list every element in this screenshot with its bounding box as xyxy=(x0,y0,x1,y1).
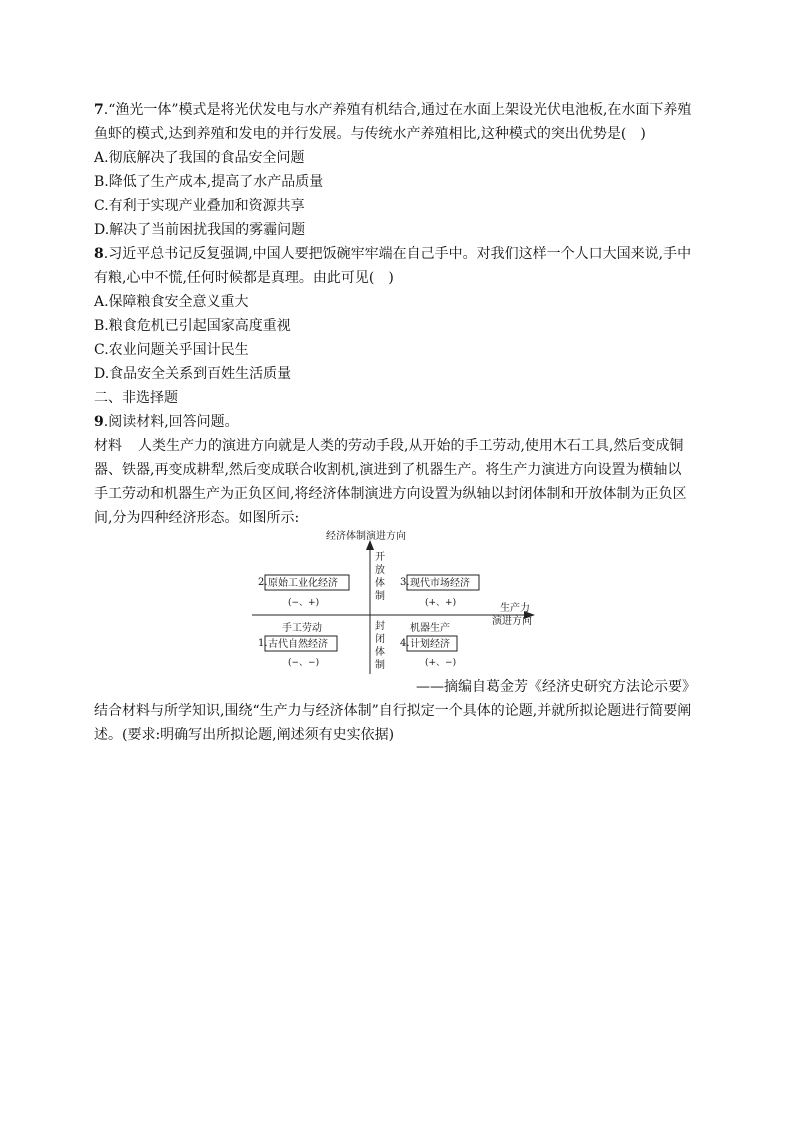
open-label-4: 制 xyxy=(375,591,385,602)
q8-option-c: C.农业问题关乎国计民生 xyxy=(94,342,249,358)
q7-number: 7 xyxy=(94,102,104,118)
quadrant4-name: 计划经济 xyxy=(410,639,450,650)
quadrant3-sign: (+、+) xyxy=(425,598,457,608)
citation: ——摘编自葛金芳《经济史研究方法论示要》 xyxy=(416,679,696,695)
open-label-2: 放 xyxy=(375,565,385,576)
q8-option-b: B.粮食危机已引起国家高度重视 xyxy=(94,318,291,334)
q9-material-line4: 间,分为四种经济形态。如图所示: xyxy=(94,510,300,526)
worksheet-page xyxy=(94,98,700,747)
quadrant3-number: 3. xyxy=(400,577,410,588)
quadrant1-number: 1. xyxy=(258,638,268,649)
closed-label-3: 体 xyxy=(375,647,385,658)
quadrant2-sign: (−、+) xyxy=(288,598,320,608)
q8-stem-text1: .习近平总书记反复强调,中国人要把饭碗牢牢端在自己手中。对我们这样一个人口大国来说,手中 xyxy=(103,246,692,262)
q9-task-line1: 结合材料与所学知识,围绕“生产力与经济体制”自行拟定一个具体的论题,并就所拟论题进行简要阐 xyxy=(94,703,692,719)
x-axis-title-line1: 生产力 xyxy=(500,603,530,614)
q9-intro-line xyxy=(94,410,700,434)
manual-labor-label: 手工劳动 xyxy=(282,623,322,634)
q7-option-d: D.解决了当前困扰我国的雾霾问题 xyxy=(94,222,306,238)
q8-option-a: A.保障粮食安全意义重大 xyxy=(94,294,249,310)
quadrant2-number: 2. xyxy=(258,577,268,588)
q9-task-line2: 述。(要求:明确写出所拟论题,阐述须有史实依据) xyxy=(94,727,395,743)
closed-label-2: 闭 xyxy=(375,634,385,645)
q8-stem-line1 xyxy=(94,242,700,266)
open-label-1: 开 xyxy=(375,552,385,563)
q8-stem-line2: 有粮,心中不慌,任何时候都是真理。由此可见( ) xyxy=(94,270,394,286)
quadrant4-number: 4. xyxy=(400,638,410,649)
q7-stem-text1: .“渔光一体”模式是将光伏发电与水产养殖有机结合,通过在水面上架设光伏电池板,在水面下养殖 xyxy=(103,102,692,118)
q9-material-line1 xyxy=(94,434,700,458)
q9-material-line3: 手工劳动和机器生产为正负区间,将经济体制演进方向设置为纵轴以封闭体制和开放体制为正负区 xyxy=(94,486,687,502)
q9-material-line2: 器、铁器,再变成耕犁,然后变成联合收割机,演进到了机器生产。将生产力演进方向设置为横轴以 xyxy=(94,462,682,478)
q7-option-b: B.降低了生产成本,提高了水产品质量 xyxy=(94,174,324,190)
quadrant4-sign: (+、−) xyxy=(425,658,457,668)
q9-intro-text: .阅读材料,回答问题。 xyxy=(103,414,239,430)
quadrant1-sign: (−、−) xyxy=(288,658,320,668)
quadrant2-name: 原始工业化经济 xyxy=(268,578,338,589)
q8-number: 8 xyxy=(94,246,104,262)
q9-number: 9 xyxy=(94,414,104,430)
quadrant3-name: 现代市场经济 xyxy=(410,578,470,589)
machine-production-label: 机器生产 xyxy=(410,623,450,634)
diagram-svg xyxy=(94,530,700,675)
section2-title: 二、非选择题 xyxy=(94,390,178,406)
closed-label-4: 制 xyxy=(375,660,385,671)
q8-option-d: D.食品安全关系到百姓生活质量 xyxy=(94,366,292,382)
q7-stem-line1 xyxy=(94,98,700,122)
x-axis-title-line2: 演进方向 xyxy=(492,616,532,627)
y-axis-title: 经济体制演进方向 xyxy=(326,531,406,542)
closed-label-1: 封 xyxy=(375,621,385,632)
material-text1: 人类生产力的演进方向就是人类的劳动手段,从开始的手工劳动,使用木石工具,然后变成铜 xyxy=(138,438,684,454)
q7-stem-line2: 鱼虾的模式,达到养殖和发电的并行发展。与传统水产养殖相比,这种模式的突出优势是( ) xyxy=(94,126,646,142)
material-label: 材料 xyxy=(94,438,122,454)
q7-option-a: A.彻底解决了我国的食品安全问题 xyxy=(94,150,305,166)
open-label-3: 体 xyxy=(375,578,385,589)
economic-forms-diagram xyxy=(94,530,700,675)
q7-option-c: C.有利于实现产业叠加和资源共享 xyxy=(94,198,305,214)
quadrant1-name: 古代自然经济 xyxy=(268,639,328,650)
